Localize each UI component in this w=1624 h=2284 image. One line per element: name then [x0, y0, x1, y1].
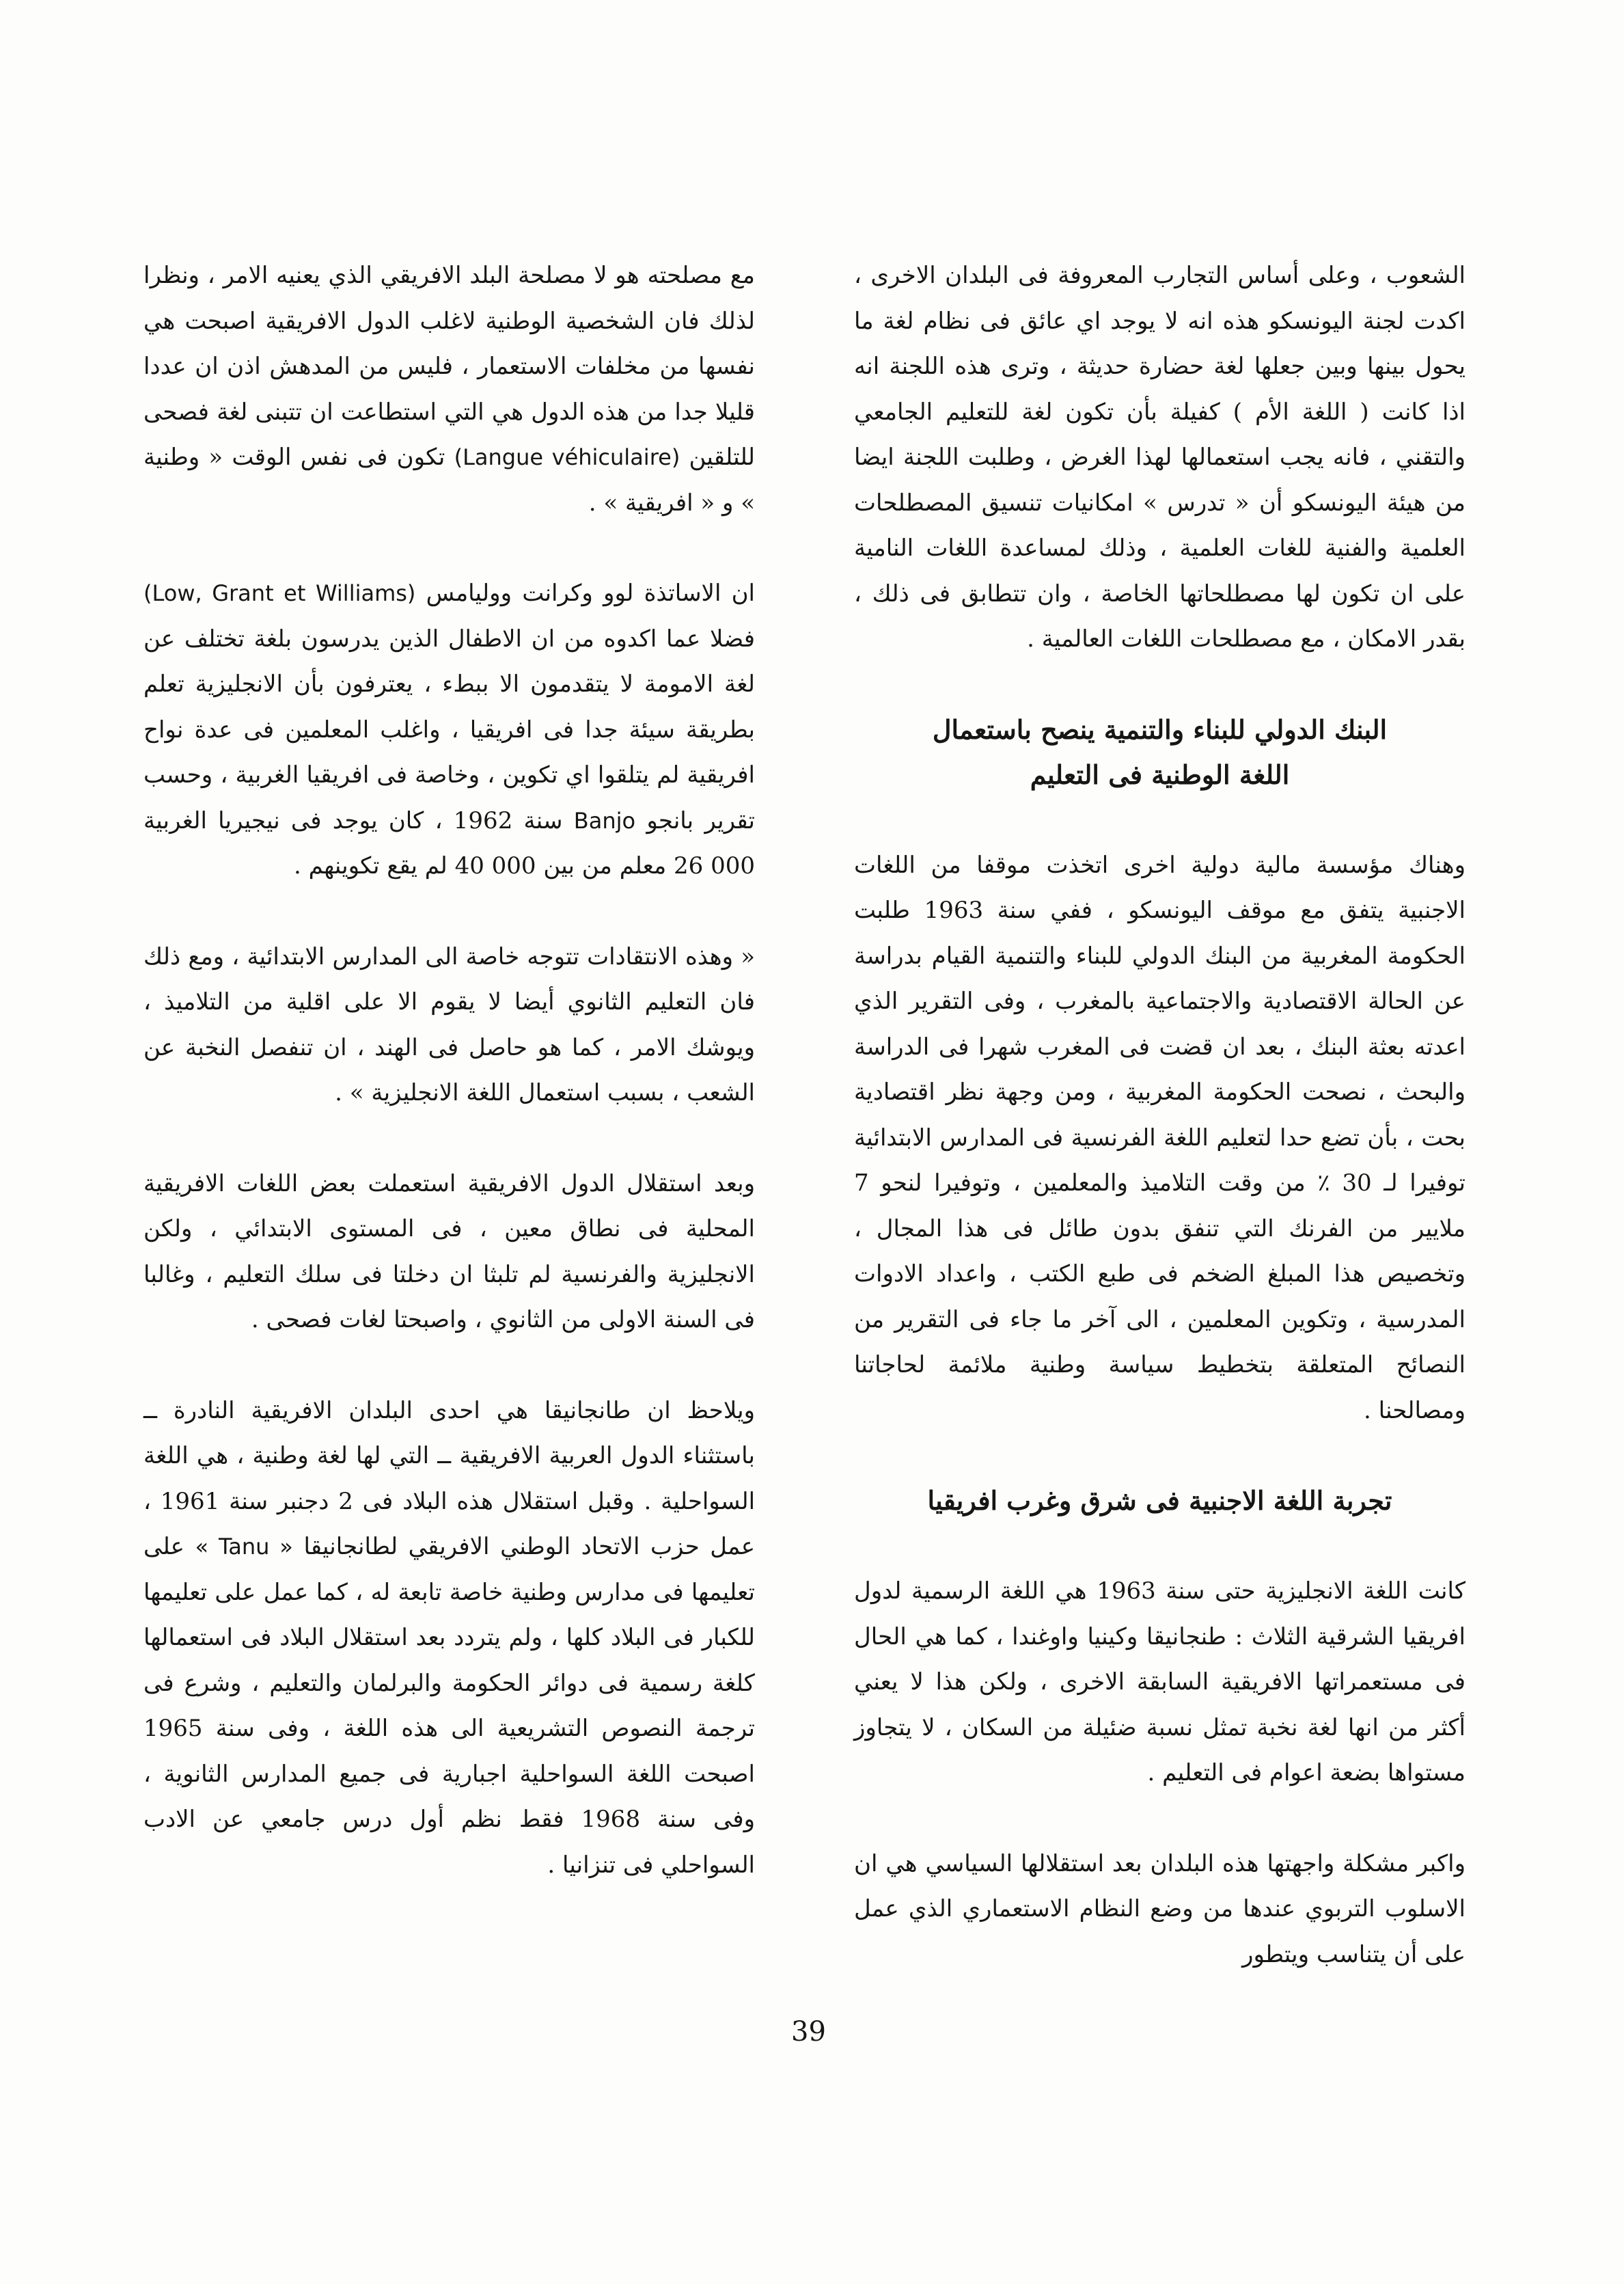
paragraph: « وهذه الانتقادات تتوجه خاصة الى المدارس الابتدائية ، ومع ذلك فان التعليم الثانوي أيضا لا يقوم الا على اقلية من التلاميذ ، ويوشك الامر ، كما هو حاصل فى الهند ، ان تنفصل النخبة عن الشعب ، بسبب استعمال اللغة الانجليزية » .	[143, 942, 755, 1106]
latin-term: (Low, Grant et Williams)	[143, 580, 416, 606]
paragraph	[143, 571, 755, 889]
paragraph: وهناك مؤسسة مالية دولية اخرى اتخذت موقفا من اللغات الاجنبية يتفق مع موقف اليونسكو ، ففي سنة 1963 طلبت الحكومة المغربية من البنك الدولي للبناء والتنمية القيام بدراسة عن الحالة الاقتصادية والاجتماعية بالمغرب ، وفى التقرير الذي اعدته بعثة البنك ، بعد ان قضت فى المغرب شهرا فى الدراسة والبحث ، نصحت الحكومة المغربية ، ومن وجهة نظر اقتصادية بحت ، بأن تضع حدا لتعليم اللغة الفرنسية فى المدارس الابتدائية توفيرا لـ 30 ٪ من وقت التلاميذ والمعلمين ، وتوفيرا لنحو 7 ملايير من الفرنك التي تنفق بدون طائل فى هذا المجال ، وتخصيص هذا المبلغ الضخم فى طبع الكتب ، واعداد الادوات المدرسية ، وتكوين المعلمين ، الى آخر ما جاء فى التقرير من النصائح المتعلقة بتخطيط سياسة وطنية ملائمة لحاجاتنا ومصالحنا .	[854, 851, 1465, 1424]
text-run: ويلاحظ ان طانجانيقا هي احدى البلدان الافريقية النادرة ــ باستثناء الدول العربية الافريقية ــ التي لها لغة وطنية ، هي اللغة السواحلية . وقبل استقلال هذه البلاد فى 2 دجنبر سنة 1961 ، عمل حزب الاتحاد الوطني الافريقي لطانجانيقا	[143, 1396, 756, 1560]
paragraph: كانت اللغة الانجليزية حتى سنة 1963 هي اللغة الرسمية لدول افريقيا الشرقية الثلاث : طنجانيقا وكينيا واوغندا ، كما هي الحال فى مستعمراتها الافريقية السابقة الاخرى ، ولكن هذا لا يعني أكثر من انها لغة نخبة تمثل نسبة ضئيلة من السكان ، لا يتجاوز مستواها بضعة اعوام فى التعليم .	[854, 1577, 1466, 1786]
heading-line: البنك الدولي للبناء والتنمية ينصح باستعمال	[932, 713, 1388, 745]
text-run: سنة 1962 ، كان يوجد فى نيجيريا الغربية 000 26 معلم من بين 000 40 لم يقع تكوينهم .	[143, 806, 755, 880]
paragraph	[143, 253, 755, 526]
latin-term: Banjo	[573, 807, 636, 834]
paragraph: الشعوب ، وعلى أساس التجارب المعروفة فى البلدان الاخرى ، اكدت لجنة اليونسكو هذه انه لا يوجد اي عائق فى نظام لغة ما يحول بينها وبين جعلها لغة حضارة حديثة ، وترى هذه اللجنة انه اذا كانت ( اللغة الأم ) كفيلة بأن تكون لغة للتعليم الجامعي والتقني ، فانه يجب استعمالها لهذا الغرض ، وطلبت اللجنة ايضا من هيئة اليونسكو أن « تدرس » امكانيات تنسيق المصطلحات العلمية والفنية للغات العلمية ، وذلك لمساعدة اللغات النامية على ان تكون لها مصطلحاتها الخاصة ، وان تتطابق فى ذلك ، بقدر الامكان ، مع مصطلحات اللغات العالمية .	[854, 262, 1466, 653]
section-heading	[854, 707, 1465, 798]
paragraph	[143, 1388, 755, 1888]
latin-term: « Tanu »	[195, 1534, 293, 1560]
text-run: فضلا عما اكدوه من ان الاطفال الذين يدرسون بلغة تختلف عن لغة الامومة لا يتقدمون الا ببطء ، يعترفون بأن الانجليزية تعلم بطريقة سيئة جدا فى افريقيا ، واغلب المعلمين فى عدة نواح افريقية لم يتلقوا اي تكوين ، وخاصة فى افريقيا الغربية ، وحسب تقرير بانجو	[143, 625, 756, 834]
heading-line: تجربة اللغة الاجنبية فى شرق وغرب افريقيا	[927, 1485, 1392, 1516]
text-run: مع مصلحته هو لا مصلحة البلد الافريقي الذي يعنيه الامر ، ونظرا لذلك فان الشخصية الوطنية لاغلب الدول الافريقية اصبحت هي نفسها من مخلفات الاستعمار ، فليس من المدهش اذن ان عددا قليلا جدا من هذه الدول هي التي استطاعت ان تتبنى لغة فصحى للتلقين	[143, 262, 756, 471]
page-number: 39	[791, 2016, 826, 2048]
heading-line: اللغة الوطنية فى التعليم	[1030, 759, 1290, 790]
left-column	[143, 253, 755, 1888]
text-run: تكون فى نفس الوقت « وطنية » و « افريقية » .	[143, 444, 755, 517]
latin-term: (Langue véhiculaire)	[454, 444, 680, 470]
right-column	[854, 253, 1465, 1977]
text-run: على تعليمها فى مدارس وطنية خاصة تابعة له ، كما عمل على تعليمها للكبار فى البلاد كلها ، ولم يتردد بعد استقلال البلاد فى استعمالها كلغة رسمية فى دوائر الحكومة والبرلمان والتعليم ، وشرع فى ترجمة النصوص التشريعية الى هذه اللغة ، وفى سنة 1965 اصبحت اللغة السواحلية اجبارية فى جميع المدارس الثانوية ، وفى سنة 1968 فقط نظم أول درس جامعي عن الادب السواحلي فى تنزانيا .	[143, 1533, 755, 1879]
paragraph: وبعد استقلال الدول الافريقية استعملت بعض اللغات الافريقية المحلية فى نطاق معين ، فى المستوى الابتدائي ، ولكن الانجليزية والفرنسية لم تلبثا ان دخلتا فى سلك التعليم ، وغالبا فى السنة الاولى من الثانوي ، واصبحتا لغات فصحى .	[143, 1169, 755, 1333]
paragraph: واكبر مشكلة واجهتها هذه البلدان بعد استقلالها السياسي هي ان الاسلوب التربوي عندها من وضع النظام الاستعماري الذي عمل على أن يتناسب ويتطور	[854, 1849, 1465, 1968]
text-run: ان الاساتذة لوو وكرانت ووليامس	[426, 580, 756, 607]
section-heading	[854, 1478, 1465, 1523]
